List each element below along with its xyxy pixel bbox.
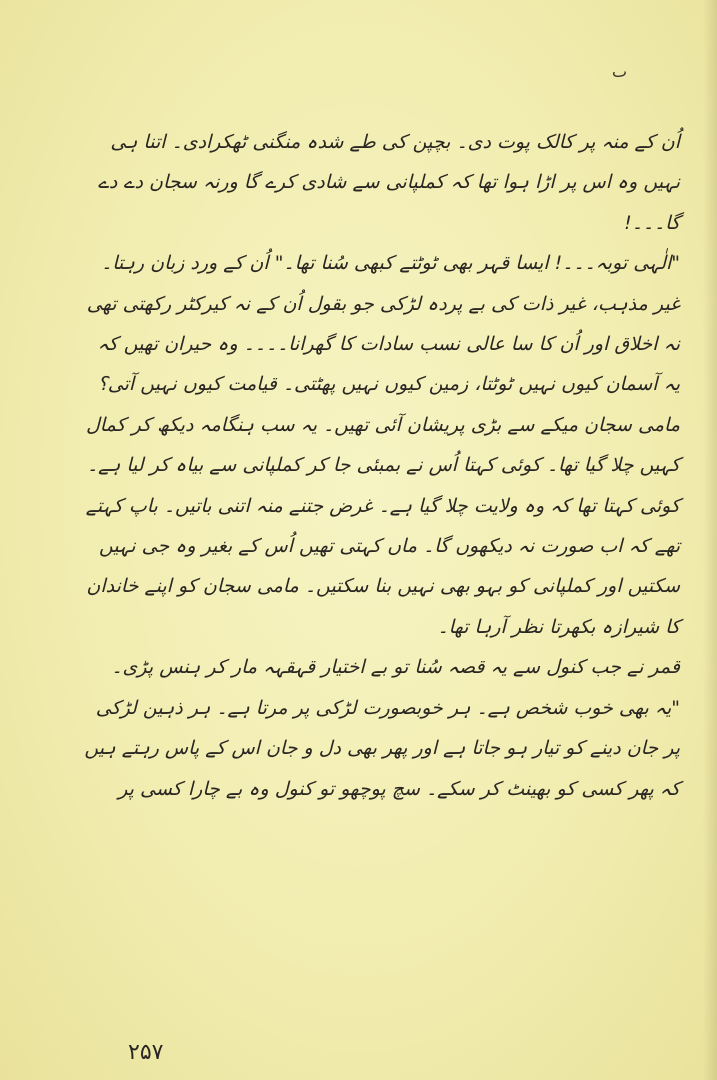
paragraph-4: مامی سجان میکے سے بڑی پریشان آئی تھیں۔ یہ سب ہنگامہ دیکھ کر کمال کہیں چلا گیا تھا۔ کوئی کہتا اُس نے بمبئی جا کر کملپانی سے بیاہ کر لیا ہے۔ کوئی کہتا تھا کہ وہ ولایت چلا گیا ہے۔ غرض جتنے منہ اتنی باتیں۔ باپ کہتے تھے کہ اب صورت نہ دیکھوں گا۔ ماں کہتی تھیں اُس کے بغیر وہ جی نہیں سکتیں اور کملپانی کو بہو بھی نہیں بنا سکتیں۔ مامی سجان کو اپنے خاندان کا شیرازہ بکھرتا نظر آرہا تھا۔ bbox=[85, 413, 680, 638]
paragraph-3: غیر مذہب، غیر ذات کی بے پردہ لڑکی جو بقول اُن کے نہ کیرکٹر رکھتی تھی نہ اخلاق اور اُن کا سا عالی نسب سادات کا گھرانا۔۔۔۔ وہ حیران تھیں کہ یہ آسمان کیوں نہیں ٹوٹتا، زمین کیوں نہیں پھٹتی۔ قیامت کیوں نہیں آتی؟ bbox=[86, 292, 680, 396]
paragraph-5: قمر نے جب کنول سے یہ قصہ سُنا تو بے اختیار قہقہہ مار کر ہنس پڑی۔ bbox=[111, 656, 680, 679]
paragraph-1: اُن کے منہ پر کالک پوت دی۔ بچپن کی طے شدہ منگنی ٹھکرادی۔ اتنا ہی نہیں وہ اس پر اڑا ہوا تھا کہ کملپانی سے شادی کرے گا ورنہ سجان دے دے گا۔۔۔! bbox=[97, 131, 680, 234]
page-edge-shadow bbox=[703, 0, 717, 1080]
page-number: ۲۵۷ bbox=[128, 1040, 164, 1065]
urdu-text-body bbox=[80, 122, 680, 809]
paragraph-2: "الٰہی توبہ۔۔۔! ایسا قہر بھی ٹوٹتے کبھی سُنا تھا۔" اُن کے ورد زبان رہتا۔ bbox=[101, 252, 680, 275]
top-page-mark: ٮ bbox=[612, 62, 628, 81]
paragraph-6: "یہ بھی خوب شخص ہے۔ ہر خوبصورت لڑکی پر مرتا ہے۔ ہر ذہین لڑکی پر جان دینے کو تیار ہو جاتا ہے اور پھر بھی دل و جان اس کے پاس رہتے ہیں کہ پھر کسی کو بھینٹ کر سکے۔ سچ پوچھو تو کنول وہ بے چارا کسی پر bbox=[84, 696, 680, 800]
